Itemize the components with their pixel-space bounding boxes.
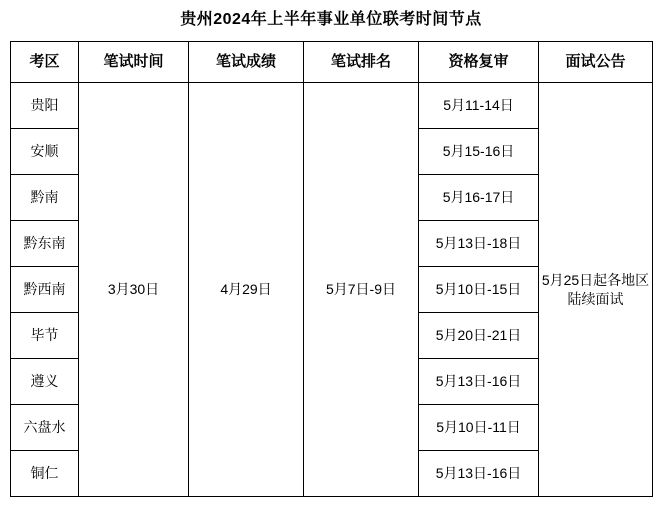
page-title: 贵州2024年上半年事业单位联考时间节点 bbox=[180, 11, 482, 28]
cell-review-date: 5月10日-11日 bbox=[419, 405, 539, 451]
table-header bbox=[11, 42, 653, 83]
cell-score-date: 4月29日 bbox=[189, 83, 304, 497]
cell-region: 铜仁 bbox=[11, 451, 79, 497]
cell-region: 六盘水 bbox=[11, 405, 79, 451]
cell-review-date: 5月13日-18日 bbox=[419, 221, 539, 267]
cell-review-date: 5月15-16日 bbox=[419, 129, 539, 175]
cell-region: 黔西南 bbox=[11, 267, 79, 313]
cell-review-date: 5月13日-16日 bbox=[419, 451, 539, 497]
cell-review-date: 5月11-14日 bbox=[419, 83, 539, 129]
table-row bbox=[11, 83, 653, 129]
cell-region: 遵义 bbox=[11, 359, 79, 405]
cell-review-date: 5月20日-21日 bbox=[419, 313, 539, 359]
column-header-exam-time: 笔试时间 bbox=[79, 42, 189, 83]
column-header-rank: 笔试排名 bbox=[304, 42, 419, 83]
cell-region: 安顺 bbox=[11, 129, 79, 175]
column-header-interview-notice: 面试公告 bbox=[539, 42, 653, 83]
cell-region: 黔东南 bbox=[11, 221, 79, 267]
cell-region: 毕节 bbox=[11, 313, 79, 359]
column-header-region: 考区 bbox=[11, 42, 79, 83]
cell-region: 黔南 bbox=[11, 175, 79, 221]
cell-review-date: 5月13日-16日 bbox=[419, 359, 539, 405]
cell-rank-date: 5月7日-9日 bbox=[304, 83, 419, 497]
cell-region: 贵阳 bbox=[11, 83, 79, 129]
cell-review-date: 5月10日-15日 bbox=[419, 267, 539, 313]
column-header-score: 笔试成绩 bbox=[189, 42, 304, 83]
table-body bbox=[11, 83, 653, 497]
cell-interview-notice: 5月25日起各地区陆续面试 bbox=[539, 83, 653, 497]
cell-review-date: 5月16-17日 bbox=[419, 175, 539, 221]
schedule-table bbox=[10, 41, 653, 497]
column-header-review: 资格复审 bbox=[419, 42, 539, 83]
table-header-row bbox=[11, 42, 653, 83]
cell-exam-time: 3月30日 bbox=[79, 83, 189, 497]
